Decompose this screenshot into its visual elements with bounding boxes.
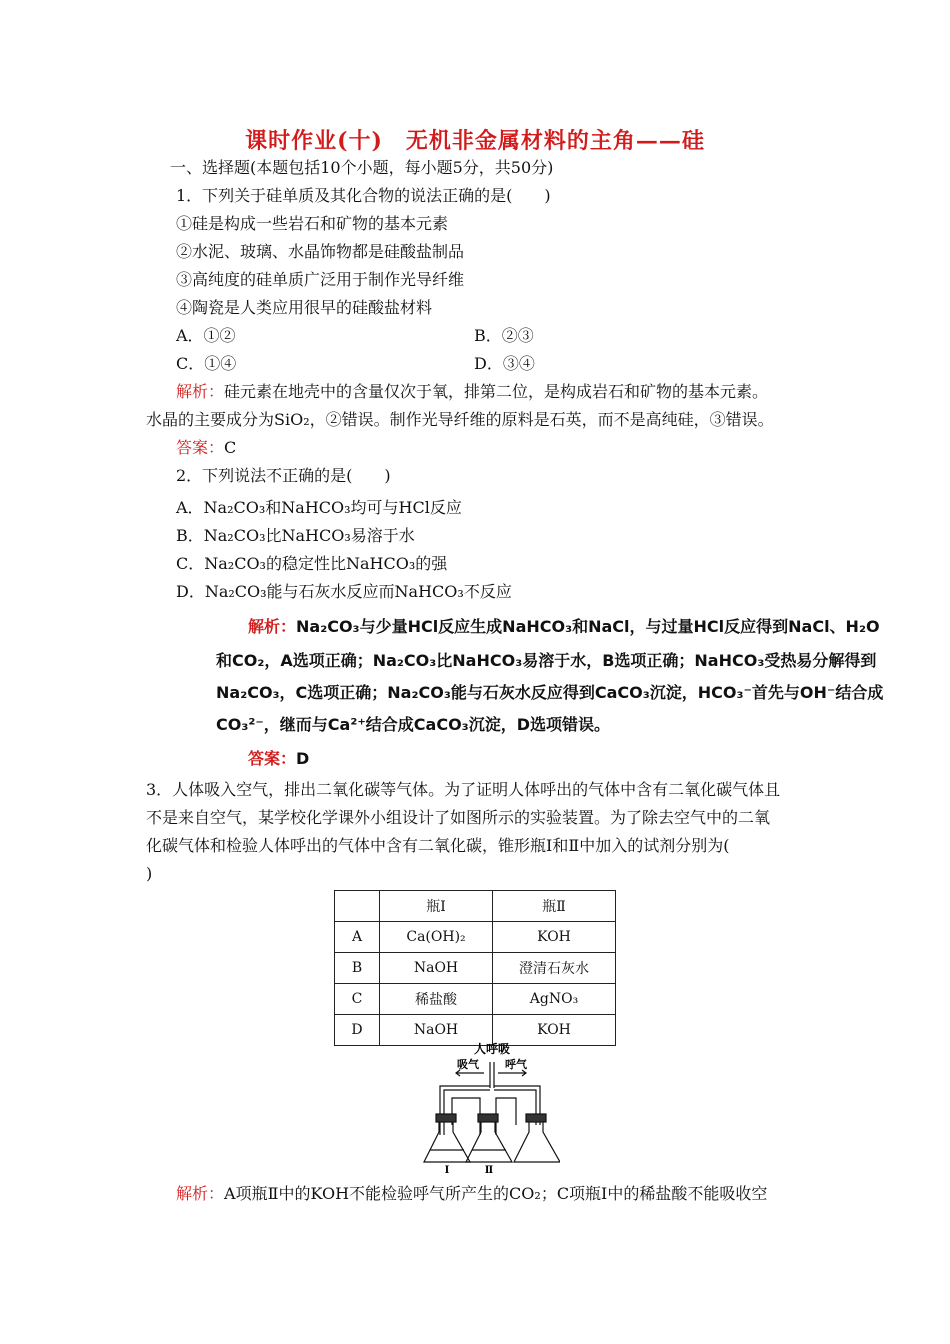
bottle-2-label: Ⅱ <box>484 1165 494 1175</box>
q2-analysis-line <box>248 614 880 637</box>
analysis-label: 解析： <box>176 1184 225 1203</box>
stopper <box>436 1114 456 1122</box>
q1-option: B．②③ <box>474 326 534 345</box>
q3-stem-line: ) <box>146 864 153 883</box>
q3-analysis-line <box>176 1184 767 1204</box>
table-cell: 澄清石灰水 <box>493 953 616 984</box>
q3-stem-line: 化碳气体和检验人体呼出的气体中含有二氧化碳，锥形瓶Ⅰ和Ⅱ中加入的试剂分别为( <box>146 836 730 855</box>
table-row <box>335 922 616 953</box>
analysis-label: 解析： <box>248 617 297 636</box>
figure-inhale-label: 吸气 <box>457 1058 479 1071</box>
analysis-text: 硅元素在地壳中的含量仅次于氧，排第二位，是构成岩石和矿物的基本元素。 <box>224 382 769 401</box>
q1-analysis-line: 水晶的主要成分为SiO₂，②错误。制作光导纤维的原料是石英，而不是高纯硅，③错误。 <box>146 410 774 429</box>
q1-item: ②水泥、玻璃、水晶饰物都是硅酸盐制品 <box>176 242 465 261</box>
answer-label: 答案： <box>176 438 225 457</box>
q2-analysis-line: 和CO₂，A选项正确；Na₂CO₃比NaHCO₃易溶于水，B选项正确；NaHCO₃受热易分解得到 <box>216 651 877 670</box>
q3-stem-line: 不是来自空气，某学校化学课外小组设计了如图所示的实验装置。为了除去空气中的二氧 <box>146 808 771 827</box>
table-cell <box>335 891 380 922</box>
q1-answer <box>176 438 236 458</box>
figure-top-label: 人呼吸 <box>473 1042 511 1056</box>
stopper <box>526 1114 546 1122</box>
figure-exhale-label: 呼气 <box>505 1058 527 1071</box>
page-title: 课时作业(十) 无机非金属材料的主角——硅 <box>245 128 705 154</box>
answer-value: D <box>296 749 310 768</box>
table-cell: A <box>335 922 380 953</box>
flask-1 <box>424 1122 470 1162</box>
table-cell: Ca(OH)₂ <box>380 922 493 953</box>
q1-item: ①硅是构成一些岩石和矿物的基本元素 <box>176 214 449 233</box>
q1-analysis-line <box>176 382 768 402</box>
section-heading: 一、选择题(本题包括10个小题，每小题5分，共50分) <box>170 158 554 177</box>
reagent-table <box>334 890 616 1046</box>
q2-option: D．Na₂CO₃能与石灰水反应而NaHCO₃不反应 <box>176 582 512 601</box>
q1-item: ③高纯度的硅单质广泛用于制作光导纤维 <box>176 270 465 289</box>
table-row <box>335 953 616 984</box>
tube <box>444 1090 490 1135</box>
analysis-label: 解析： <box>176 382 225 401</box>
q1-stem: 1．下列关于硅单质及其化合物的说法正确的是( ) <box>176 186 551 205</box>
q2-option: A．Na₂CO₃和NaHCO₃均可与HCl反应 <box>176 498 462 517</box>
q2-analysis-line: CO₃²⁻，继而与Ca²⁺结合成CaCO₃沉淀，D选项错误。 <box>216 715 610 734</box>
q1-item: ④陶瓷是人类应用很早的硅酸盐材料 <box>176 298 433 317</box>
q2-analysis-line: Na₂CO₃，C选项正确；Na₂CO₃能与石灰水反应得到CaCO₃沉淀，HCO₃⁻首先与OH⁻结合成 <box>216 683 884 702</box>
table-cell: 瓶Ⅱ <box>493 891 616 922</box>
q1-option: A．①② <box>176 326 236 345</box>
flask-2 <box>466 1122 512 1162</box>
q2-option: B．Na₂CO₃比NaHCO₃易溶于水 <box>176 526 415 545</box>
apparatus-figure <box>420 1040 560 1175</box>
tube <box>440 1086 490 1135</box>
table-cell: KOH <box>493 1015 616 1046</box>
bottle-1-label: Ⅰ <box>444 1165 450 1175</box>
q3-stem-line: 3．人体吸入空气，排出二氧化碳等气体。为了证明人体呼出的气体中含有二氧化碳气体且 <box>146 780 781 799</box>
q1-option: C．①④ <box>176 354 237 373</box>
tube <box>496 1098 516 1135</box>
stopper <box>478 1114 498 1122</box>
q2-answer <box>248 746 309 769</box>
table-cell: KOH <box>493 922 616 953</box>
q2-option: C．Na₂CO₃的稳定性比NaHCO₃的强 <box>176 554 448 573</box>
table-cell: 稀盐酸 <box>380 984 493 1015</box>
analysis-text: Na₂CO₃与少量HCl反应生成NaHCO₃和NaCl，与过量HCl反应得到NaCl、H₂O <box>296 617 880 636</box>
flask-3 <box>514 1122 560 1162</box>
analysis-text: A项瓶Ⅱ中的KOH不能检验呼气所产生的CO₂；C项瓶Ⅰ中的稀盐酸不能吸收空 <box>224 1184 768 1203</box>
table-cell: NaOH <box>380 1015 493 1046</box>
table-cell: 瓶Ⅰ <box>380 891 493 922</box>
table-cell: AgNO₃ <box>493 984 616 1015</box>
table-cell: NaOH <box>380 953 493 984</box>
table-cell: B <box>335 953 380 984</box>
table-cell: D <box>335 1015 380 1046</box>
answer-label: 答案： <box>248 749 297 768</box>
table-row <box>335 984 616 1015</box>
table-cell: C <box>335 984 380 1015</box>
answer-value: C <box>224 438 237 457</box>
table-header-row <box>335 891 616 922</box>
q1-option: D．③④ <box>474 354 535 373</box>
q2-stem: 2．下列说法不正确的是( ) <box>176 466 391 485</box>
